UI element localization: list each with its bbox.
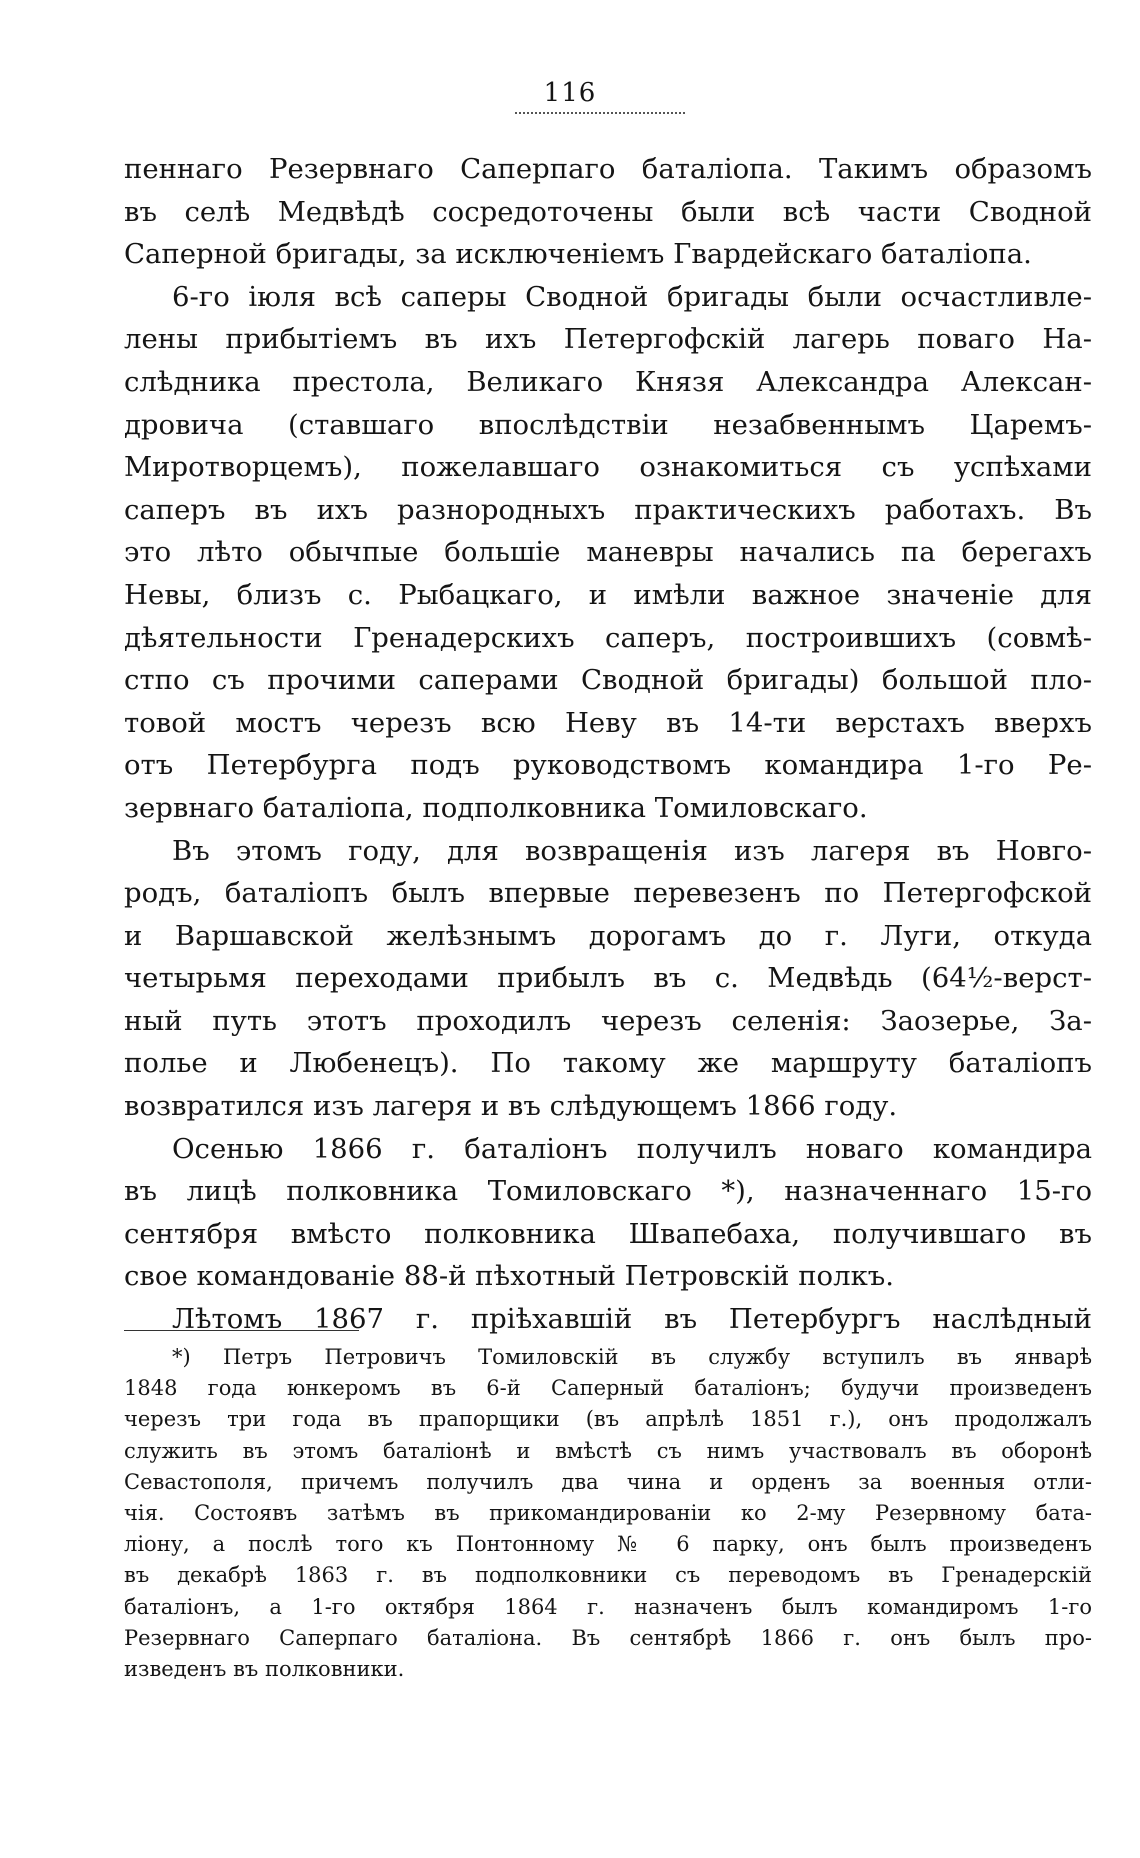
- text-line: пеннаго Резервнаго Саперпаго баталіопа. Такимъ образомъ: [124, 153, 1092, 185]
- text-line: Невы, близъ с. Рыбацкаго, и имѣли важное значеніе для: [124, 578, 1092, 611]
- footnote-line: въ декабрѣ 1863 г. въ подполковники съ переводомъ въ Гренадерскій: [124, 1563, 1092, 1588]
- footnote-line: Севастополя, причемъ получилъ два чина и орденъ за военныя отли-: [124, 1469, 1092, 1494]
- text-line: четырьмя переходами прибылъ въ с. Медвѣдь (64½-верст-: [124, 962, 1092, 995]
- text-line: Лѣтомъ 1867 г. пріѣхавшій въ Петербургъ наслѣдный: [172, 1303, 1092, 1336]
- text-line: возвратился изъ лагеря и въ слѣдующемъ 1866 году.: [124, 1090, 898, 1123]
- page-number: 116: [543, 78, 597, 108]
- text-line: родъ, баталіопъ былъ впервые перевезенъ по Петергофской: [124, 877, 1092, 910]
- footnote-line: чія. Состоявъ затѣмъ въ прикомандированіи ко 2-му Резервному бата-: [124, 1500, 1092, 1525]
- text-line: стпо съ прочими саперами Сводной бригады) большой пло-: [124, 664, 1092, 697]
- footnote-line: баталіонъ, а 1-го октября 1864 г. назначенъ былъ командиромъ 1-го: [124, 1594, 1092, 1619]
- footnote-line: Резервнаго Саперпаго баталіона. Въ сентябрѣ 1866 г. онъ былъ про-: [124, 1625, 1092, 1650]
- footnote-line: изведенъ въ полковники.: [124, 1656, 405, 1681]
- text-line: полье и Любенецъ). По такому же маршруту баталіопъ: [124, 1047, 1092, 1080]
- text-line: зервнаго баталіопа, подполковника Томиловскаго.: [124, 791, 868, 824]
- text-line: въ лицѣ полковника Томиловскаго *), назначеннаго 15-го: [124, 1175, 1092, 1208]
- footnotes: [124, 1342, 1092, 1685]
- text-line: Въ этомъ году, для возвращенія изъ лагеря въ Новго-: [172, 834, 1092, 867]
- text-line: Миротворцемъ), пожелавшаго ознакомиться съ успѣхами: [124, 451, 1092, 484]
- text-line: Осенью 1866 г. баталіонъ получилъ новаго командира: [172, 1132, 1092, 1165]
- main-text: [124, 148, 1092, 1341]
- text-line: ный путь этотъ проходилъ черезъ селенія: Заозерье, За-: [124, 1004, 1092, 1037]
- footnote-line: служить въ этомъ баталіонѣ и вмѣстѣ съ нимъ участвовалъ въ оборонѣ: [124, 1438, 1092, 1463]
- text-line: дѣятельности Гренадерскихъ саперъ, построившихъ (совмѣ-: [124, 621, 1092, 654]
- page-number-rule: [515, 112, 685, 114]
- text-line: слѣдника престола, Великаго Князя Александра Алексан-: [124, 365, 1092, 398]
- text-line: это лѣто обычпые большіе маневры начались па берегахъ: [124, 536, 1092, 569]
- footnote-line: 1848 года юнкеромъ въ 6-й Саперный баталіонъ; будучи произведенъ: [124, 1376, 1092, 1401]
- footnote-line: ліону, а послѣ того къ Понтонному № 6 парку, онъ былъ произведенъ: [124, 1532, 1092, 1557]
- text-line: саперъ въ ихъ разнородныхъ практическихъ работахъ. Въ: [124, 493, 1092, 526]
- text-line: и Варшавской желѣзнымъ дорогамъ до г. Луги, откуда: [124, 919, 1092, 952]
- text-line: лены прибытіемъ въ ихъ Петергофскій лагерь поваго На-: [124, 323, 1092, 356]
- text-line: 6-го іюля всѣ саперы Сводной бригады были осчастливле-: [172, 280, 1092, 313]
- text-line: въ селѣ Медвѣдѣ сосредоточены были всѣ части Сводной: [124, 195, 1092, 228]
- text-line: сентября вмѣсто полковника Швапебаха, получившаго въ: [124, 1217, 1092, 1250]
- text-line: Саперной бригады, за исключеніемъ Гвардейскаго баталіопа.: [124, 238, 1032, 271]
- text-line: товой мостъ черезъ всю Неву въ 14-ти верстахъ вверхъ: [124, 706, 1092, 739]
- text-line: отъ Петербурга подъ руководствомъ командира 1-го Ре-: [124, 749, 1092, 782]
- text-line: дровича (ставшаго впослѣдствіи незабвеннымъ Царемъ-: [124, 408, 1092, 441]
- footnote-rule: [124, 1330, 359, 1331]
- text-line: свое командованіе 88-й пѣхотный Петровскій полкъ.: [124, 1260, 894, 1293]
- footnote-line: черезъ три года въ прапорщики (въ апрѣлѣ 1851 г.), онъ продолжалъ: [124, 1407, 1092, 1432]
- footnote-line: *) Петръ Петровичъ Томиловскій въ службу вступилъ въ январѣ: [172, 1345, 1092, 1369]
